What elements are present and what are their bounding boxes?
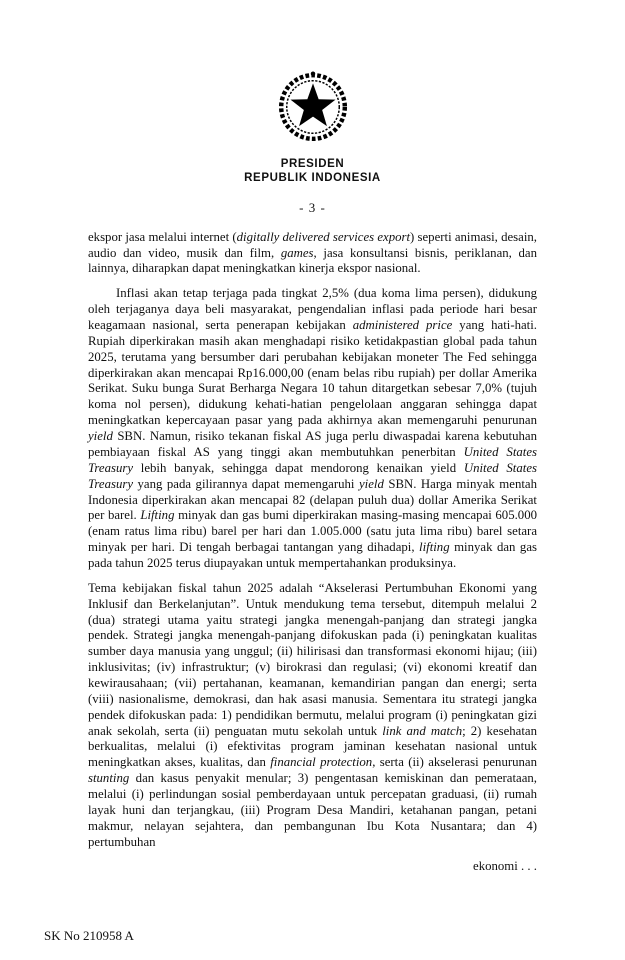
document-body [88,230,537,876]
org-name-line2: REPUBLIK INDONESIA [244,172,381,185]
paragraph: Inflasi akan tetap terjaga pada tingkat 2,5% (dua koma lima persen), didukung oleh terjaganya daya beli masyarakat, pengendalian inflasi pada periode hari besar keagamaan nasional, serta penerapan kebijakan administered price yang hati-hati. Rupiah diperkirakan masih akan menghadapi risiko ketidakpastian global pada tahun 2025, terutama yang bersumber dari perubahan kebijakan moneter The Fed sehingga diperkirakan akan mencapai Rp16.000,00 (enam belas ribu rupiah) per dollar Amerika Serikat. Suku bunga Surat Berharga Negara 10 tahun ditargetkan sebesar 7,0% (tujuh koma nol persen), didukung kehati-hatian pengelolaan anggaran sehingga dapat meningkatkan kepercayaan pasar yang pada akhirnya akan memengaruhi penurunan yield SBN. Namun, risiko tekanan fiskal AS juga perlu diwaspadai karena kebutuhan pembiayaan fiskal AS yang tinggi akan membutuhkan penerbitan United States Treasury lebih banyak, sehingga dapat mendorong kenaikan yield United States Treasury yang pada gilirannya dapat memengaruhi yield SBN. Harga minyak mentah Indonesia diperkirakan akan mencapai 82 (delapan puluh dua) dollar Amerika Serikat per barel. Lifting minyak dan gas bumi diperkirakan masing-masing mencapai 605.000 (enam ratus lima ribu) barel per hari dan 1.005.000 (satu juta lima ribu) barel setara minyak per hari. Di tengah berbagai tantangan yang dihadapi, lifting minyak dan gas pada tahun 2025 terus diupayakan untuk mempertahankan produksinya. [88,286,537,570]
org-name-line1: PRESIDEN [280,158,345,170]
paragraph: ekspor jasa melalui internet (digitally delivered services export) seperti animasi, desain, audio dan video, musik dan film, games, jasa konsultansi bisnis, periklanan, dan lainnya, diharapkan dapat meningkatkan kinerja ekspor nasional. [88,229,537,276]
continuation-catchword: ekonomi . . . [473,859,537,874]
page-number: - 3 - [299,199,326,215]
document-header [0,0,625,216]
paragraph-container [88,230,537,851]
paragraph: Tema kebijakan fiskal tahun 2025 adalah “Akselerasi Pertumbuhan Ekonomi yang Inklusif dan Berkelanjutan”. Untuk mendukung tema tersebut, ditempuh melalui 2 (dua) strategi utama yaitu strategi jangka menengah-panjang dan strategi jangka pendek. Strategi jangka menengah-panjang difokuskan pada (i) peningkatan kualitas sumber daya manusia yang unggul; (ii) hilirisasi dan transformasi ekonomi hijau; (iii) inklusivitas; (iv) infrastruktur; (v) birokrasi dan regulasi; (vi) ekonomi kreatif dan kewirausahaan; (vii) pertahanan, keamanan, kemandirian pangan dan energi; serta (viii) nasionalisme, demokrasi, dan hak asasi manusia. Sementara itu strategi jangka pendek difokuskan pada: 1) pendidikan bermutu, melalui program (i) peningkatan gizi anak sekolah, serta (ii) penguatan mutu sekolah untuk link and match; 2) kesehatan berkualitas, melalui (i) efektivitas program jaminan kesehatan nasional untuk meningkatkan akses, kualitas, dan financial protection, serta (ii) akselerasi penurunan stunting dan kasus penyakit menular; 3) pengentasan kemiskinan dan pemerataan, melalui (i) perlindungan sosial pemberdayaan untuk percepatan graduasi, (ii) rumah layak huni dan terjangkau, (iii) Program Desa Mandiri, ketahanan pangan, petani makmur, nelayan sejahtera, dan pembangunan Ibu Kota Nusantara; dan 4) pertumbuhan [88,580,537,849]
presidential-seal-icon [276,68,350,146]
document-code: SK No 210958 A [44,928,134,943]
